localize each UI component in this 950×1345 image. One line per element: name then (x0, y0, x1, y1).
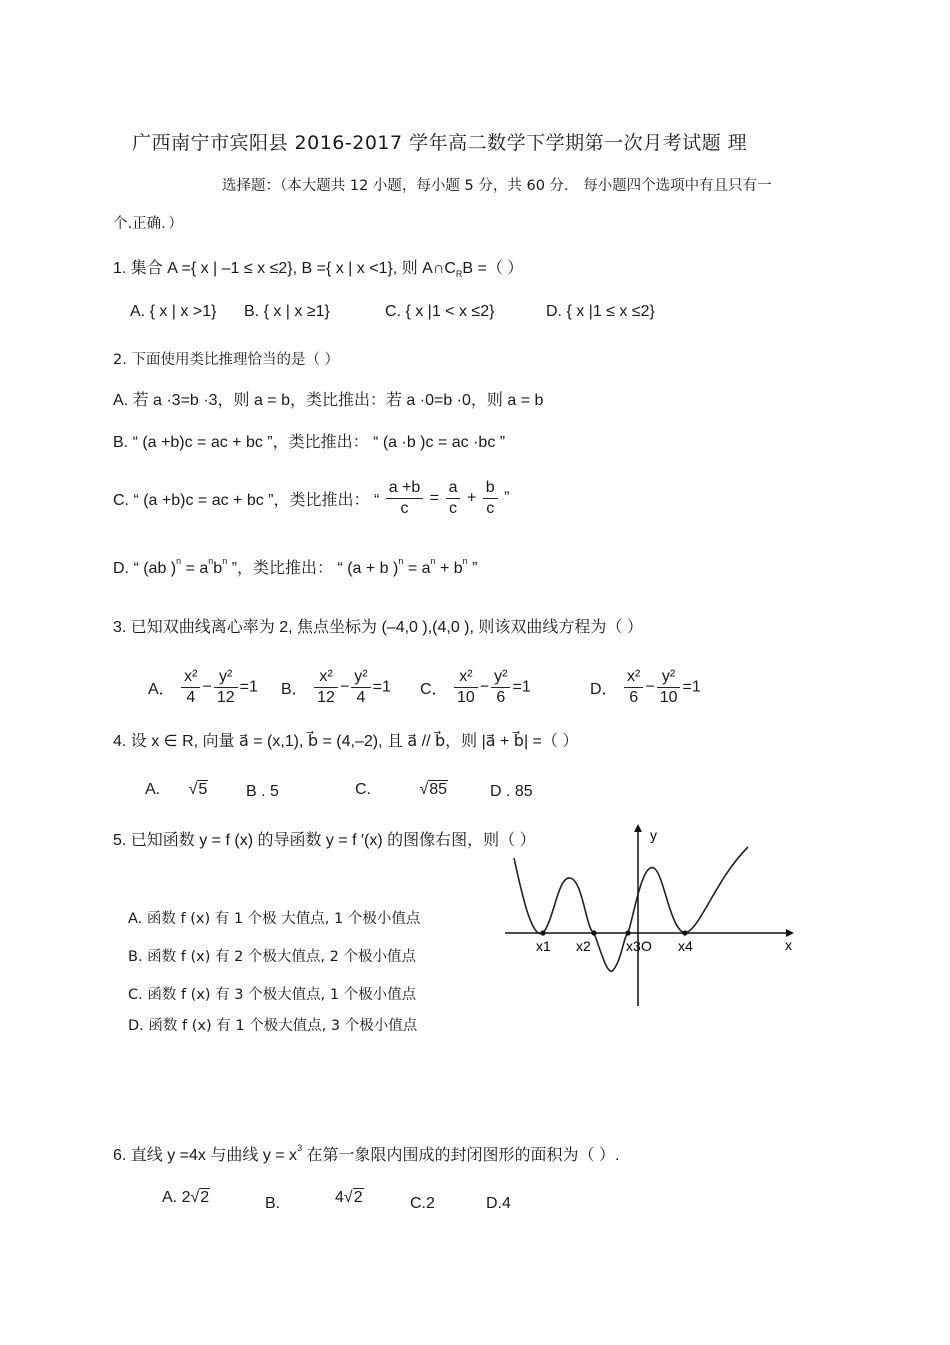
q2-option-d (113, 555, 477, 578)
q3-c-n2: y² (491, 667, 510, 688)
q2-d-part7: ” (467, 560, 478, 577)
q2-d-part1: D. “ (ab ) (113, 560, 177, 577)
point-x3 (625, 930, 630, 935)
q2-option-a: A. 若 a ·3=b ·3，则 a = b，类比推出：若 a ·0=b ·0，则 a = b (113, 392, 544, 409)
intro-line-1: 选择题：（本大题共 12 小题，每小题 5 分，共 60 分． 每小题四个选项中有且只有一 (222, 178, 772, 194)
q3-a-n2: y² (214, 667, 238, 688)
q2-option-c (113, 478, 509, 519)
q4-c-label: C. (355, 781, 371, 798)
q6-b-radicand: 2 (353, 1189, 363, 1206)
q2-c-frac3-num: b (483, 478, 498, 499)
label-origin: O (641, 938, 652, 954)
q4-c-radicand: 85 (429, 781, 448, 798)
q6-option-c: C.2 (410, 1195, 435, 1212)
q3-c-frac2 (491, 667, 510, 708)
q2-c-end: ” (504, 489, 510, 507)
q3-b-d1: 12 (317, 689, 335, 706)
q3-b-n1: x² (314, 667, 338, 688)
q2-option-c-text: C. “ (a +b)c = ac + bc ”，类比推出： “ (113, 492, 380, 509)
q6-option-d: D.4 (486, 1195, 511, 1212)
q2-d-part3: b (213, 560, 223, 577)
point-x2 (591, 930, 596, 935)
q5-stem: 5. 已知函数 y = f (x) 的导函数 y = f ′(x) 的图像右图，则（ ） (113, 832, 536, 849)
point-x4 (682, 930, 687, 935)
q2-stem: 2. 下面使用类比推理恰当的是（ ） (113, 352, 340, 368)
q3-b-label: B． (281, 681, 308, 698)
q3-a-minus: − (202, 678, 212, 696)
q3-b-frac1 (314, 667, 338, 708)
q3-a-label: A． (148, 681, 175, 698)
q3-c-d1: 10 (457, 689, 475, 706)
q5-option-b: B. 函数 f (x) 有 2 个极大值点, 2 个极小值点 (128, 949, 416, 965)
q3-b-n2: y² (351, 667, 370, 688)
q6-stem-sup: 3 (297, 1143, 303, 1153)
q2-c-fraction-1 (386, 478, 424, 519)
q6-stem-2: 在第一象限内围成的封闭图形的面积为（ ）. (302, 1147, 620, 1164)
q2-option-b: B. “ (a +b)c = ac + bc ”，类比推出： “ (a ·b )c = ac ·bc ” (113, 434, 506, 451)
q2-c-frac2-num: a (446, 478, 461, 499)
q2-d-sup4: n (398, 556, 404, 566)
q3-b-frac2 (351, 667, 370, 708)
q3-d-n1: x² (624, 667, 643, 688)
q1-option-a: A. { x | x >1} (130, 303, 217, 320)
q6-option-b: B. (265, 1195, 281, 1212)
q1-stem-sub: R (455, 269, 463, 279)
q3-c-frac1 (454, 667, 478, 708)
q2-d-part5: = a (403, 560, 431, 577)
q2-d-sup2: n (208, 556, 214, 566)
q2-c-fraction-3 (483, 478, 498, 519)
q1-option-c: C. { x |1 < x ≤2} (385, 303, 495, 320)
q3-a-d2: 12 (216, 689, 235, 706)
q3-option-d (590, 667, 701, 708)
q3-b-rhs: =1 (372, 678, 391, 696)
q2-c-frac1-num: a +b (386, 478, 424, 499)
q3-d-n2: y² (657, 667, 681, 688)
q2-d-sup3: n (222, 556, 228, 566)
q4-stem: 4. 设 x ∈ R, 向量 a⃗ = (x,1), b⃗ = (4,–2), 且 a⃗ // b⃗，则 |a⃗ + b⃗| =（ ） (113, 733, 579, 750)
q1-option-b: B. { x | x ≥1} (244, 303, 330, 320)
label-x-axis: x (785, 937, 792, 953)
q2-c-frac1-den: c (400, 500, 409, 517)
q3-b-d2: 4 (356, 689, 366, 706)
q6-a-label: A. 2 (162, 1189, 191, 1206)
q3-d-label: D． (590, 681, 618, 698)
label-x4: x4 (678, 938, 693, 954)
q3-d-frac2 (657, 667, 681, 708)
q3-stem: 3. 已知双曲线离心率为 2, 焦点坐标为 (–4,0 ),(4,0 ), 则该双曲线方程为（ ） (113, 619, 643, 636)
q2-d-sup6: n (462, 556, 468, 566)
q4-a-radicand: 5 (198, 781, 208, 798)
label-y-axis: y (650, 827, 657, 843)
q2-d-part2: = a (181, 560, 209, 577)
label-x1: x1 (536, 938, 551, 954)
q4-option-a (145, 781, 208, 799)
point-x1 (540, 930, 545, 935)
q2-d-part4: ”，类比推出： “ (a + b ) (227, 560, 399, 577)
q6-a-radicand: 2 (200, 1189, 210, 1206)
q3-option-a (148, 667, 258, 708)
q1-stem (113, 255, 523, 279)
q3-d-d1: 6 (629, 689, 639, 706)
q4-c-sqrt: √85 (419, 781, 448, 798)
q6-b-value: 4 (335, 1189, 344, 1206)
q5-option-a: A. 函数 f (x) 有 1 个极 大值点, 1 个极小值点 (128, 911, 421, 927)
label-x3: x3 (626, 938, 641, 954)
x-axis-arrow (786, 929, 794, 937)
q4-a-sqrt: √5 (188, 781, 208, 798)
q3-a-frac1 (181, 667, 200, 708)
q6-option-a: A. 2√2 (162, 1189, 210, 1206)
label-x2: x2 (576, 938, 591, 954)
q6-stem-1: 6. 直线 y =4x 与曲线 y = x (113, 1147, 298, 1164)
q3-c-label: C． (420, 681, 448, 698)
q3-option-b (281, 667, 391, 708)
q3-a-frac2 (214, 667, 238, 708)
q6-option-b-value: 4√2 (335, 1189, 363, 1206)
q4-option-b: B . 5 (246, 783, 279, 800)
q4-option-c (355, 781, 448, 799)
q2-d-part6: + b (435, 560, 463, 577)
q2-c-fraction-2 (446, 478, 461, 519)
q2-c-eq: = (429, 489, 440, 507)
q6-stem (113, 1142, 619, 1165)
q3-c-d2: 6 (496, 689, 506, 706)
q1-stem-text: 1. 集合 A ={ x | –1 ≤ x ≤2}, B ={ x | x <1}, 则 A∩C (113, 260, 456, 277)
q3-d-rhs: =1 (682, 678, 701, 696)
q2-d-sup5: n (430, 556, 436, 566)
q4-a-label: A. (145, 781, 161, 798)
q3-option-c (420, 667, 531, 708)
q3-c-rhs: =1 (512, 678, 531, 696)
q1-option-d: D. { x |1 ≤ x ≤2} (546, 303, 655, 320)
q3-d-minus: − (645, 678, 655, 696)
intro-line-2: 个.正确．） (113, 216, 183, 232)
q1-stem-end: B =（ ） (462, 260, 524, 277)
q2-c-frac2-den: c (449, 500, 458, 517)
derivative-graph (500, 820, 800, 1020)
q4-option-d: D . 85 (490, 783, 533, 800)
q2-c-plus: + (466, 489, 477, 507)
q3-d-frac1 (624, 667, 643, 708)
q3-d-d2: 10 (659, 689, 678, 706)
q2-c-frac3-den: c (486, 500, 495, 517)
y-axis-arrow (634, 824, 642, 832)
q3-a-rhs: =1 (239, 678, 258, 696)
q3-c-minus: − (479, 678, 490, 696)
q3-c-n1: x² (454, 667, 478, 688)
q3-b-minus: − (339, 678, 350, 696)
q5-option-d: D. 函数 f (x) 有 1 个极大值点, 3 个极小值点 (128, 1018, 418, 1034)
q2-d-sup1: n (176, 556, 182, 566)
q3-a-n1: x² (181, 667, 200, 688)
q5-option-c: C. 函数 f (x) 有 3 个极大值点, 1 个极小值点 (128, 987, 417, 1003)
page-title: 广西南宁市宾阳县 2016-2017 学年高二数学下学期第一次月考试题 理 (132, 132, 748, 154)
q3-a-d1: 4 (186, 689, 196, 706)
